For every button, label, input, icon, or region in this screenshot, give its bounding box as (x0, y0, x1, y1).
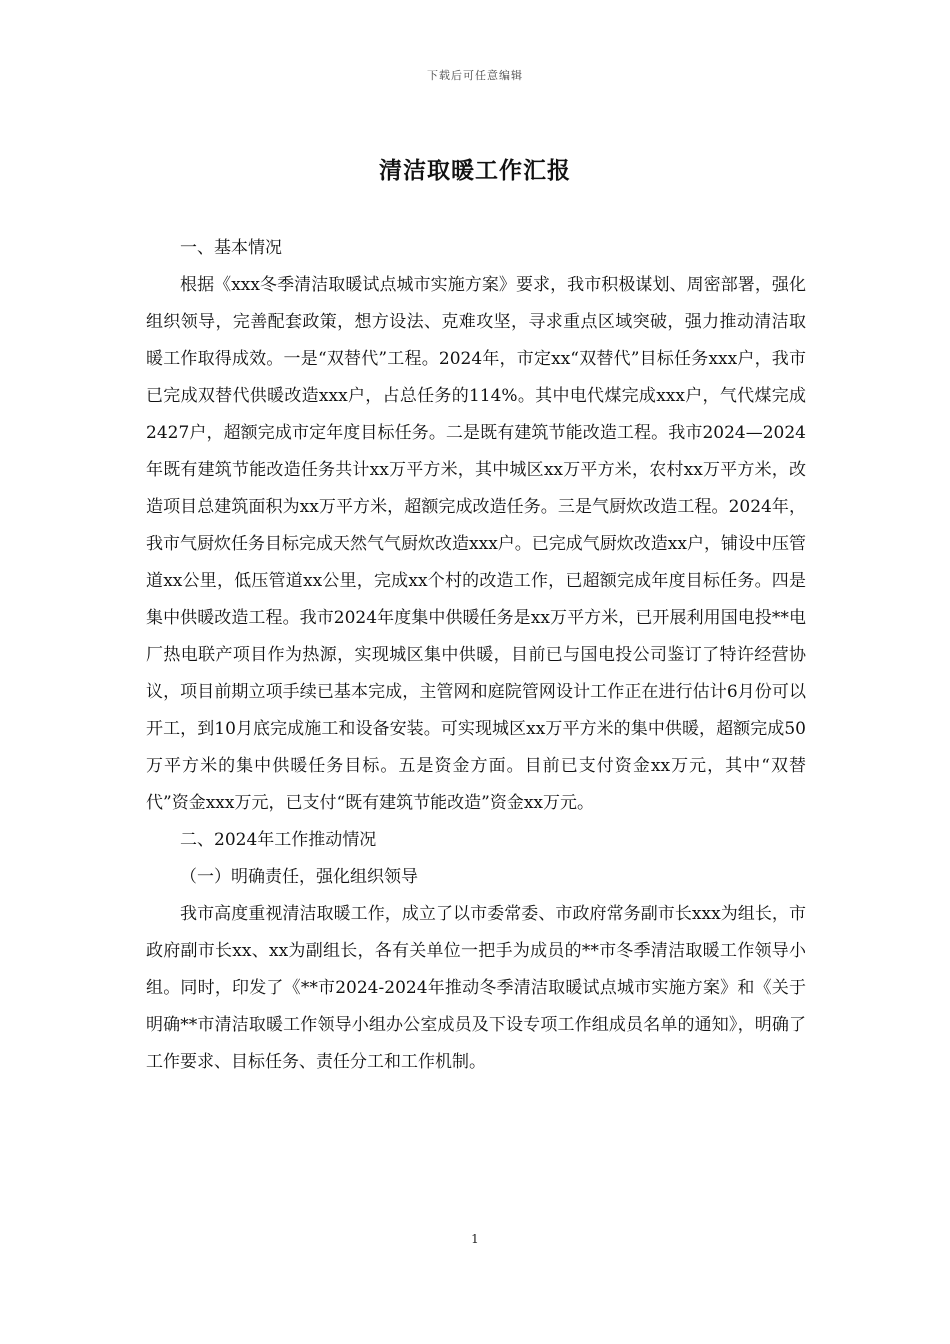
page-number: 1 (471, 1232, 479, 1246)
subsection-heading-responsibility: （一）明确责任，强化组织领导 (180, 867, 418, 887)
document-body (146, 230, 806, 1081)
document-title: 清洁取暖工作汇报 (379, 157, 571, 184)
section-heading-basic-situation: 一、基本情况 (180, 238, 282, 258)
paragraph-responsibility: 我市高度重视清洁取暖工作，成立了以市委常委、市政府常务副市长xxx为组长，市政府副市长xx、xx为副组长，各有关单位一把手为成员的**市冬季清洁取暖工作领导小组。同时，印发了《**市2024-2024年推动冬季清洁取暖试点城市实施方案》和《关于明确**市清洁取暖工作领导小组办公室成员及下设专项工作组成员名单的通知》，明确了工作要求、目标任务、责任分工和工作机制。 (146, 904, 806, 1072)
paragraph-basic-situation: 根据《xxx冬季清洁取暖试点城市实施方案》要求，我市积极谋划、周密部署，强化组织领导，完善配套政策，想方设法、克难攻坚，寻求重点区域突破，强力推动清洁取暖工作取得成效。一是“双替代”工程。2024年，市定xx“双替代”目标任务xxx户，我市已完成双替代供暖改造xxx户，占总任务的114%。其中电代煤完成xxx户，气代煤完成2427户，超额完成市定年度目标任务。二是既有建筑节能改造工程。我市2024—2024年既有建筑节能改造任务共计xx万平方米，其中城区xx万平方米，农村xx万平方米，改造项目总建筑面积为xx万平方米，超额完成改造任务。三是气厨炊改造工程。2024年，我市气厨炊任务目标完成天然气气厨炊改造xxx户。已完成气厨炊改造xx户，铺设中压管道xx公里，低压管道xx公里，完成xx个村的改造工作，已超额完成年度目标任务。四是集中供暖改造工程。我市2024年度集中供暖任务是xx万平方米，已开展利用国电投**电厂热电联产项目作为热源，实现城区集中供暖，目前已与国电投公司鉴订了特许经营协议，项目前期立项手续已基本完成，主管网和庭院管网设计工作正在进行估计6月份可以开工，到10月底完成施工和设备安装。可实现城区xx万平方米的集中供暖，超额完成50万平方米的集中供暖任务目标。五是资金方面。目前已支付资金xx万元，其中“双替代”资金xxx万元，已支付“既有建筑节能改造”资金xx万元。 (146, 275, 806, 813)
page-header-note: 下载后可任意编辑 (427, 69, 523, 82)
section-heading-work-progress: 二、2024年工作推动情况 (180, 830, 377, 850)
